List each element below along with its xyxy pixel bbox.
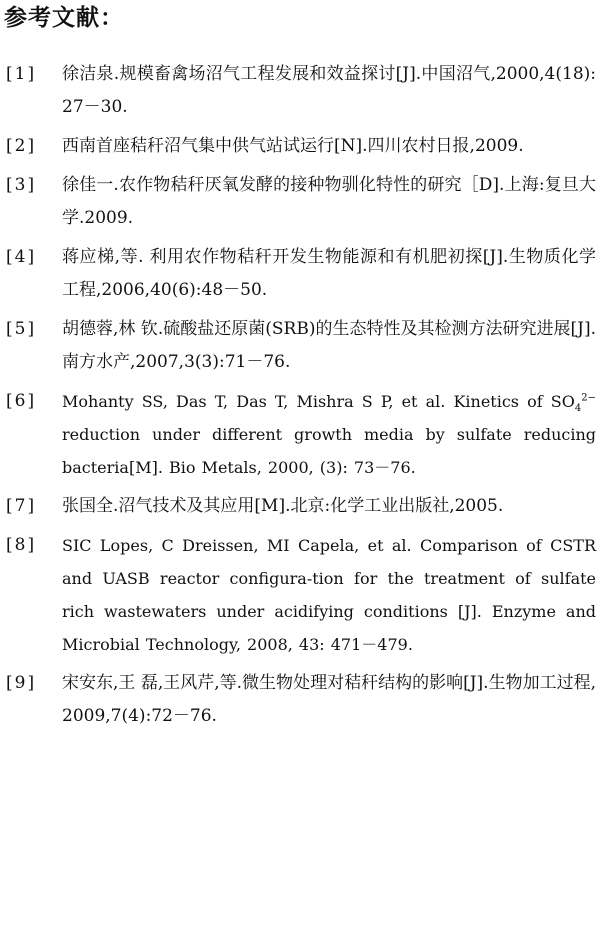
reference-text: 宋安东,王 磊,王风芹,等.微生物处理对秸秆结构的影响[J].生物加工过程,2009,7(4):72－76. — [62, 673, 596, 726]
reference-item — [0, 490, 600, 523]
reference-number: [2] — [6, 136, 37, 156]
reference-text: 张国全.沼气技术及其应用[M].北京:化学工业出版社,2005. — [62, 496, 504, 516]
reference-text: 西南首座秸秆沼气集中供气站试运行[N].四川农村日报,2009. — [62, 136, 524, 156]
reference-text — [62, 385, 596, 484]
reference-item — [0, 130, 600, 163]
reference-text: 徐佳一.农作物秸秆厌氧发酵的接种物驯化特性的研究［D].上海:复旦大学.2009. — [62, 175, 596, 228]
reference-list — [0, 58, 600, 739]
reference-text: SIC Lopes, C Dreissen, MI Capela, et al. Comparison of CSTR and UASB reactor configura-tion for the treatment of sulfate rich wastewaters under acidifying conditions [J]. Enzyme and Microbial Technology, 2008, 43: 471－479. — [62, 536, 596, 654]
reference-text: 蒋应梯,等. 利用农作物秸秆开发生物能源和有机肥初探[J].生物质化学工程,2006,40(6):48－50. — [62, 247, 596, 300]
reference-item — [0, 169, 600, 235]
reference-item — [0, 529, 600, 661]
chemical-subscript: 4 — [574, 403, 582, 415]
reference-text-part: reduction under different growth media by sulfate reducing bacteria[M]. Bio Metals, 2000, (3): 73－76. — [62, 425, 596, 477]
reference-text: 胡德蓉,林 钦.硫酸盐还原菌(SRB)的生态特性及其检测方法研究进展[J].南方水产,2007,3(3):71－76. — [62, 319, 596, 372]
reference-number: [9] — [6, 673, 37, 693]
reference-number: [1] — [6, 64, 37, 84]
reference-number: [6] — [6, 391, 37, 411]
reference-number: [4] — [6, 247, 37, 267]
references-heading: 参考文献： — [4, 5, 124, 31]
chemical-superscript: 2− — [581, 392, 596, 404]
reference-text-part: Mohanty SS, Das T, Das T, Mishra S P, et al. Kinetics of SO — [62, 392, 575, 411]
reference-item — [0, 313, 600, 379]
reference-text: 徐洁泉.规模畜禽场沼气工程发展和效益探讨[J].中国沼气,2000,4(18):27－30. — [62, 64, 596, 117]
reference-number: [5] — [6, 319, 37, 339]
reference-item — [0, 385, 600, 484]
reference-item — [0, 667, 600, 733]
reference-item — [0, 58, 600, 124]
reference-number: [7] — [6, 496, 37, 516]
reference-number: [8] — [6, 535, 37, 555]
reference-item — [0, 241, 600, 307]
reference-number: [3] — [6, 175, 37, 195]
